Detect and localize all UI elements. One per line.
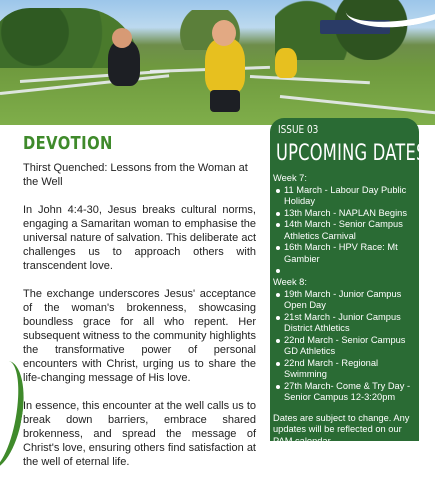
event-list [270,289,419,404]
event-item: 16th March - HPV Race: Mt Gambier [284,242,415,265]
devotion-subtitle: Thirst Quenched: Lessons from the Woman at the Well [23,162,248,188]
devotion-heading: DEVOTION [23,133,113,154]
upcoming-dates-title: UPCOMING DATES [276,141,427,166]
devotion-paragraph: In John 4:4-30, Jesus breaks cultural norms, engaging a Samaritan woman to emphasise the universal nature of salvation. This deliberate act challenges us to approach others with transcendent love. [23,204,256,272]
dates-note: Dates are subject to change. Any updates will be reflected on our PAM calendar. [273,412,410,446]
event-item: 13th March - NAPLAN Begins [284,208,415,220]
week-label: Week 8: [273,277,307,287]
week-label: Week 7: [273,173,307,183]
devotion-paragraph: In essence, this encounter at the well calls us to break down barriers, embrace shared brokenness, and spread the message of Christ's love, ensuring others find satisfaction at the well of eternal life. [23,400,256,468]
event-item: 22nd March - Senior Campus GD Athletics [284,335,415,358]
lane-line [280,95,435,115]
runner-child-head [112,28,132,48]
event-item: 27th March- Come & Try Day - Senior Campus 12-3:20pm [284,381,415,404]
event-item: 19th March - Junior Campus Open Day [284,289,415,312]
upcoming-dates-card [270,118,427,446]
header-photo [0,0,435,125]
event-item-empty [284,265,415,277]
runner-child-head [212,20,236,46]
event-item: 14th March - Senior Campus Athletics Carnival [284,219,415,242]
runner-child [205,38,245,94]
event-item: 21st March - Junior Campus District Athletics [284,312,415,335]
devotion-paragraph: The exchange underscores Jesus' acceptance of the woman's brokenness, showcasing boundless grace for all who repent. Her subsequent witness to the community highlights the transformative power of personal encounters with Christ, urging us to share the life-changing message of His love. [23,288,256,384]
devotion-section [23,133,256,483]
event-list [270,185,419,278]
lane-line [250,75,370,84]
runner-child [275,48,297,78]
event-item: 22nd March - Regional Swimming [284,358,415,381]
issue-label: ISSUE 03 [278,124,319,136]
runner-child-shorts [210,90,240,112]
event-item: 11 March - Labour Day Public Holiday [284,185,415,208]
